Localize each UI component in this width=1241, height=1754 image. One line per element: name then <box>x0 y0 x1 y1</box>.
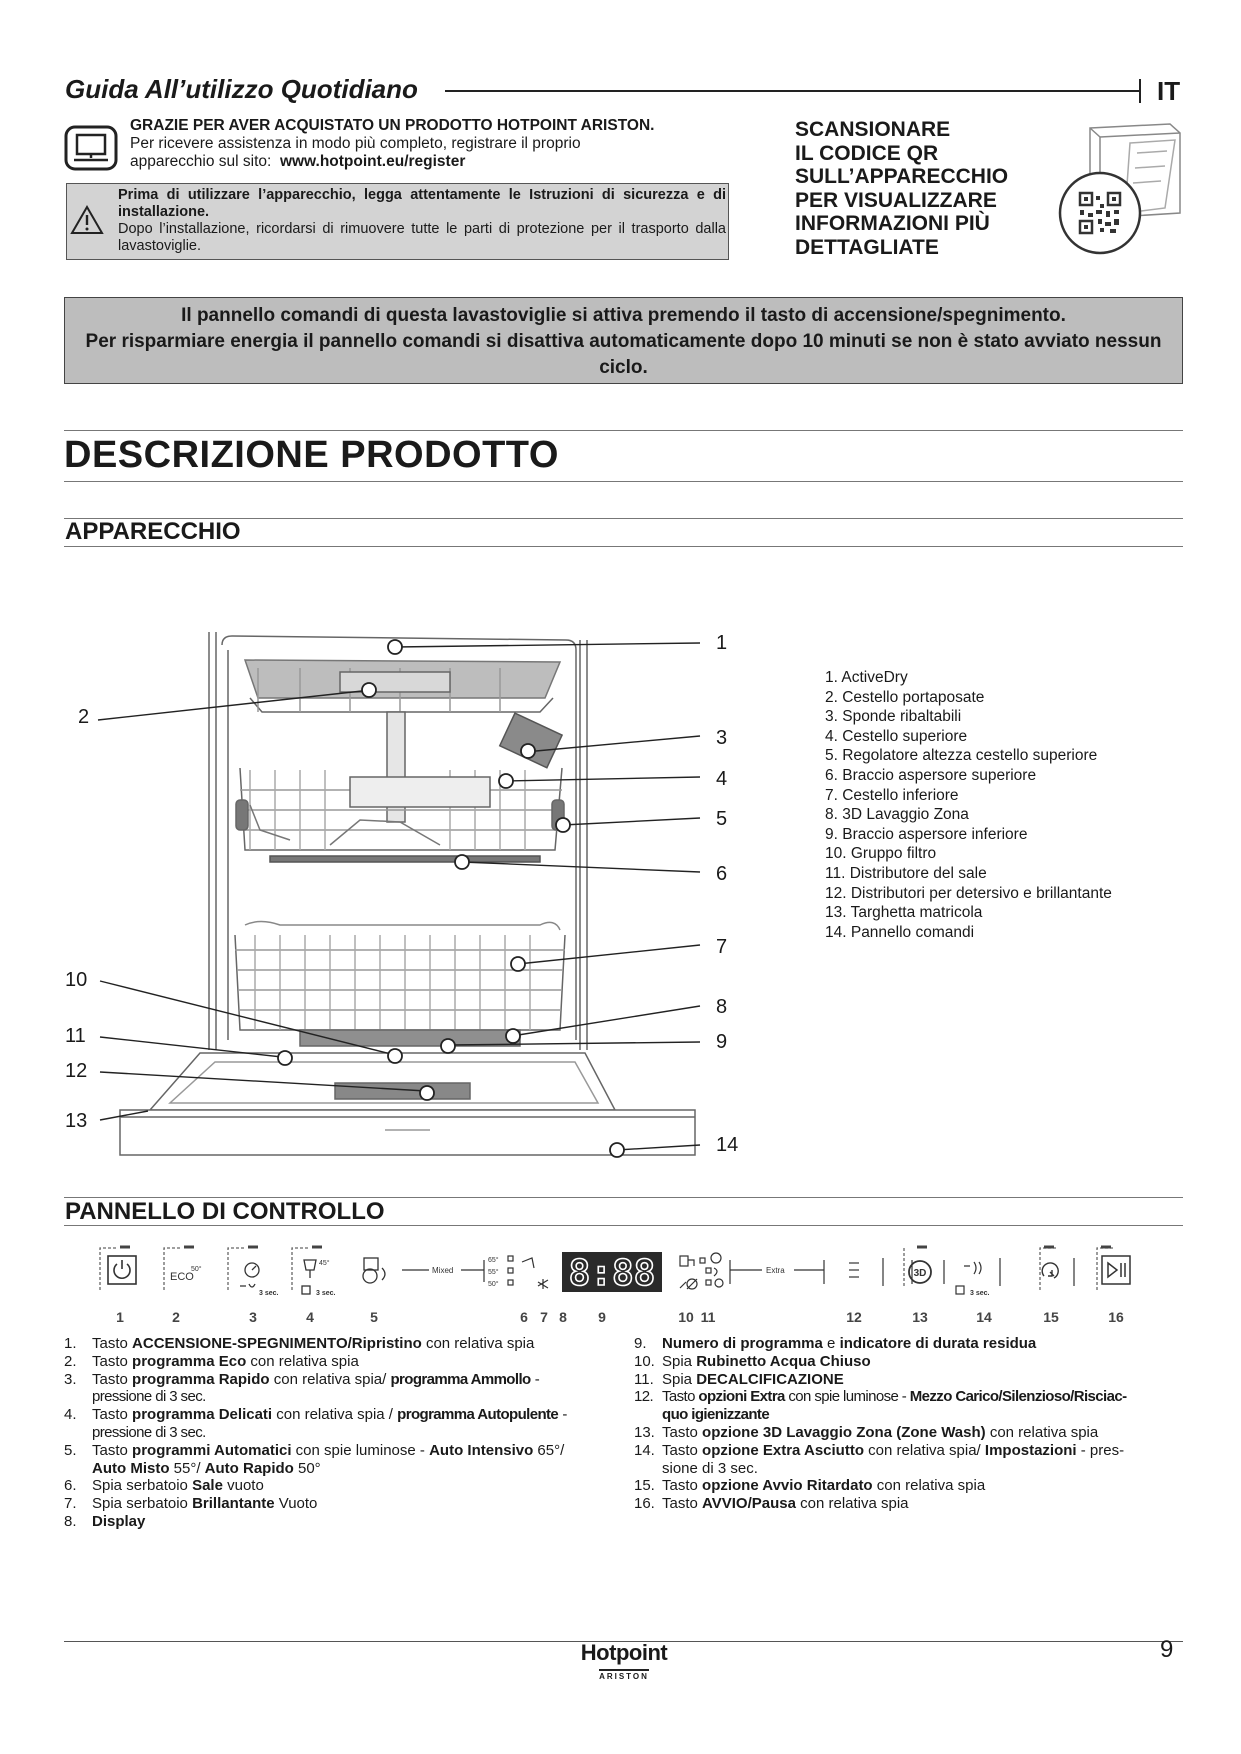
parts-list <box>825 668 1112 942</box>
display-icon <box>562 1252 662 1294</box>
eco-label: ECO <box>170 1271 194 1283</box>
section-rule-top <box>64 430 1183 431</box>
thanks-title: GRAZIE PER AVER ACQUISTATO UN PRODOTTO HOTPOINT ARISTON. <box>130 117 655 134</box>
brand-name: Hotpoint <box>580 1640 668 1665</box>
list-item: 6. Braccio aspersore superiore <box>825 766 1037 784</box>
3d-zone-wash-icon <box>909 1260 931 1284</box>
qr-line: SULL’APPARECCHIO <box>795 165 1009 188</box>
safety-warning-bold: Prima di utilizzare l’apparecchio, legga attentamente le Istruzioni di sicurezza e di installazione. <box>118 187 726 220</box>
page-number: 9 <box>1160 1636 1174 1663</box>
extra-options-icon <box>706 1253 762 1287</box>
panel-rule-bottom <box>64 1225 1183 1226</box>
three-sec-label: 3 sec. <box>259 1290 279 1297</box>
list-item: 3. Tasto programma Rapido con relativa spia/ programma Ammollo - <box>64 1370 540 1388</box>
panel-number: 1 <box>116 1309 124 1325</box>
display-readout: 8:88 <box>568 1253 656 1294</box>
list-item-continuation: sione di 3 sec. <box>662 1459 758 1477</box>
qr-line: DETTAGLIATE <box>795 235 939 259</box>
qr-line: PER VISUALIZZARE <box>795 188 997 212</box>
callout-number: 3 <box>716 727 728 749</box>
list-item: 11. Spia DECALCIFICAZIONE <box>634 1370 844 1388</box>
qr-line: INFORMAZIONI PIÙ <box>795 212 990 235</box>
controls-list-left <box>64 1335 604 1531</box>
list-item-continuation: pressione di 3 sec. <box>92 1388 206 1406</box>
qr-instructions <box>795 118 1045 259</box>
delicate-icon <box>302 1260 316 1294</box>
three-sec-label-3: 3 sec. <box>970 1290 990 1297</box>
list-item: 7. Cestello inferiore <box>825 786 959 804</box>
extra-label: Extra <box>766 1266 785 1275</box>
register-url[interactable]: www.hotpoint.eu/register <box>279 153 466 170</box>
panel-title: PANNELLO DI CONTROLLO <box>65 1198 385 1225</box>
callout-number: 1 <box>716 632 728 654</box>
list-item: 10. Spia Rubinetto Acqua Chiuso <box>634 1352 871 1370</box>
safety-warning-text <box>118 187 726 255</box>
auto-program-icon <box>363 1258 385 1283</box>
list-item: 1. Tasto ACCENSIONE-SPEGNIMENTO/Ripristino con relativa spia <box>64 1335 535 1352</box>
list-item: 15. Tasto opzione Avvio Ritardato con relativa spia <box>634 1477 986 1495</box>
rapid-icon <box>240 1263 259 1287</box>
callout-number: 12 <box>65 1060 88 1082</box>
rinse-aid-icon <box>538 1279 548 1289</box>
list-item: 16. Tasto AVVIO/Pausa con relativa spia <box>634 1495 909 1513</box>
list-item: 1. ActiveDry <box>825 669 908 686</box>
qr-line: SCANSIONARE <box>795 118 951 141</box>
temp65-label: 65° <box>488 1257 499 1264</box>
controls-list-right <box>634 1335 1184 1513</box>
panel-number: 9 <box>598 1309 606 1325</box>
list-item: 14. Pannello comandi <box>825 923 975 941</box>
list-item: 3. Sponde ribaltabili <box>825 708 962 726</box>
start-pause-icon <box>1102 1256 1130 1284</box>
mixed-label: Mixed <box>432 1266 454 1275</box>
callout-number: 7 <box>716 936 728 958</box>
extra-dry-icon <box>944 1258 1000 1294</box>
panel-number: 15 <box>1043 1309 1059 1325</box>
callout-number: 4 <box>716 768 728 790</box>
panel-number: 2 <box>172 1309 180 1325</box>
eco-icon <box>170 1265 202 1283</box>
list-item: 9. Numero di programma e indicatore di durata residua <box>634 1335 1037 1352</box>
brand-logo <box>572 1640 676 1684</box>
qr-line: IL CODICE QR <box>795 141 939 165</box>
list-item: 2. Cestello portaposate <box>825 688 985 706</box>
panel-number: 16 <box>1108 1309 1124 1325</box>
list-item: 6. Spia serbatoio Sale vuoto <box>64 1477 264 1495</box>
qr-code-icon <box>1055 118 1185 268</box>
thanks-line: Per ricevere assistenza in modo più completo, registrare il proprio <box>130 135 581 152</box>
list-item: 4. Cestello superiore <box>825 727 968 745</box>
power-icon <box>108 1256 136 1284</box>
svg-text:3D: 3D <box>913 1268 927 1279</box>
list-item: 13. Tasto opzione 3D Lavaggio Zona (Zone Wash) con relativa spia <box>634 1423 1099 1441</box>
dishwasher-diagram <box>0 600 760 1170</box>
callout-number: 8 <box>716 996 728 1018</box>
panel-number: 7 <box>540 1309 548 1325</box>
water-tap-icon <box>680 1256 705 1266</box>
notice-line: Il pannello comandi di questa lavastoviglie si attiva premendo il tasto di accensione/spegnimento. <box>181 305 1066 326</box>
panel-number: 5 <box>370 1309 378 1325</box>
list-item: 14. Tasto opzione Extra Asciutto con relativa spia/ Impostazioni - pres- <box>634 1441 1125 1459</box>
section-title: DESCRIZIONE PRODOTTO <box>64 434 559 476</box>
list-item: 4. Tasto programma Delicati con relativa spia / programma Autopulente - <box>64 1406 568 1424</box>
list-item: 5. Regolatore altezza cestello superiore <box>825 747 1098 765</box>
temp55-label: 55° <box>488 1269 499 1276</box>
list-item-continuation: quo igienizzante <box>662 1406 770 1424</box>
list-item: 8. 3D Lavaggio Zona <box>825 806 969 824</box>
temp45-label: 45° <box>319 1260 330 1267</box>
panel-number: 4 <box>306 1309 314 1325</box>
language-code: IT <box>1157 76 1181 106</box>
panel-number: 12 <box>846 1309 862 1325</box>
registration-note <box>130 117 730 171</box>
header-rule <box>445 90 1140 92</box>
callout-number: 10 <box>65 969 88 991</box>
list-item: 5. Tasto programmi Automatici con spie luminose - Auto Intensivo 65°/ Auto Misto 55°/ Auto Rapido 50° <box>64 1441 565 1477</box>
temp50-label: 50° <box>488 1281 499 1288</box>
computer-monitor-icon <box>64 125 118 171</box>
thanks-line-2: apparecchio sul sito: www.hotpoint.eu/register <box>130 153 466 170</box>
appliance-title: APPARECCHIO <box>65 518 241 545</box>
callout-number: 6 <box>716 863 728 885</box>
list-item: 10. Gruppo filtro <box>825 845 937 863</box>
eco-temp-label: 50° <box>191 1266 202 1273</box>
list-item: 2. Tasto programma Eco con relativa spia <box>64 1352 359 1370</box>
delay-start-icon <box>1042 1258 1074 1286</box>
section-rule-bottom <box>64 481 1183 482</box>
brand-sub: ARISTON <box>599 1669 649 1681</box>
callout-number: 9 <box>716 1031 728 1053</box>
callout-number: 2 <box>78 706 90 728</box>
callout-number: 11 <box>65 1025 86 1047</box>
notice-line: Per risparmiare energia il pannello comandi si disattiva automaticamente dopo 10 minuti se non è stato avviato nessun ciclo. <box>85 331 1162 378</box>
list-item: 13. Targhetta matricola <box>825 904 983 922</box>
panel-number: 8 <box>559 1309 567 1325</box>
callout-number: 13 <box>65 1110 88 1132</box>
list-item: 11. Distributore del sale <box>825 864 987 882</box>
three-sec-label-2: 3 sec. <box>316 1290 336 1297</box>
list-item: 8. Display <box>64 1512 146 1530</box>
panel-number: 11 <box>700 1309 716 1325</box>
callout-number: 14 <box>716 1134 739 1156</box>
warning-triangle-icon <box>70 205 104 235</box>
list-item: 12. Tasto opzioni Extra con spie luminose - Mezzo Carico/Silenzioso/Risciac- <box>634 1388 1127 1406</box>
list-item-continuation: pressione di 3 sec. <box>92 1423 206 1441</box>
safety-warning-body: Dopo l’installazione, ricordarsi di rimuovere tutte le parti di protezione per il trasporto dalla lavastoviglie. <box>118 221 726 254</box>
control-panel-notice <box>64 297 1183 384</box>
descaling-icon <box>680 1279 697 1289</box>
salt-icon <box>522 1258 534 1268</box>
subsection-rule-bottom <box>64 546 1183 547</box>
header-rule-end <box>1139 79 1141 103</box>
list-item: 12. Distributori per detersivo e brillantante <box>825 884 1112 902</box>
panel-number: 14 <box>976 1309 992 1325</box>
control-panel-illustration <box>64 1238 1144 1338</box>
list-item: 7. Spia serbatoio Brillantante Vuoto <box>64 1495 318 1513</box>
panel-number: 3 <box>249 1309 257 1325</box>
panel-number: 13 <box>912 1309 928 1325</box>
page-header-title: Guida All’utilizzo Quotidiano <box>65 74 418 104</box>
callout-number: 5 <box>716 808 728 830</box>
panel-number: 6 <box>520 1309 528 1325</box>
list-item: 9. Braccio aspersore inferiore <box>825 825 1028 843</box>
panel-number: 10 <box>678 1309 694 1325</box>
